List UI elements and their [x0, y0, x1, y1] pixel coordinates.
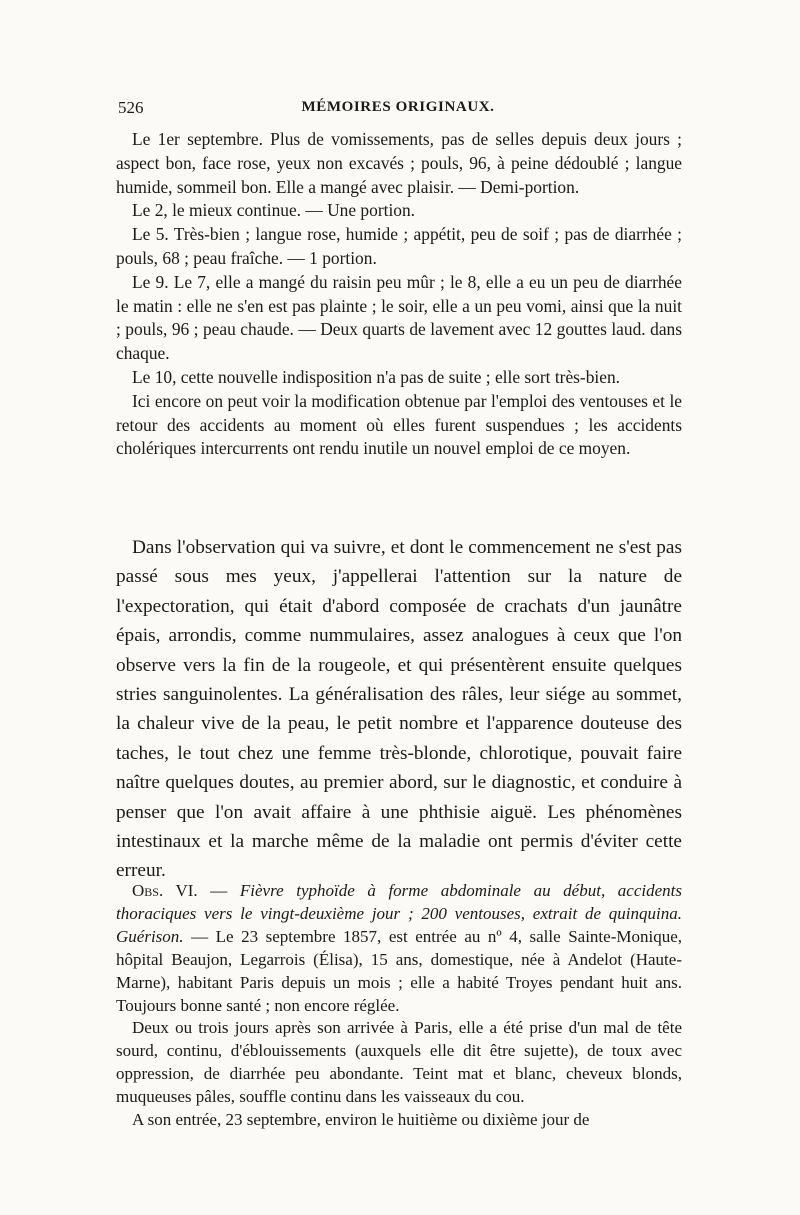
observation-dash: —: [197, 881, 240, 900]
paragraph-commentary: Dans l'observation qui va suivre, et dont le commencement ne s'est pas passé sous mes yeux, j'appellerai l'attention sur la nature de l'expectoration, qui était d'abord composée de crachats d'un jaunâtre épais, arrondis, comme nummulaires, assez analogues à ceux que l'on observe vers la fin de la rougeole, et qui présentèrent ensuite quelques stries sanguinolentes. La généralisation des râles, leur siége au sommet, la chaleur vive de la peau, le petit nombre et l'apparence douteuse des taches, le tout chez une femme très-blonde, chlorotique, pouvait faire naître quelques doutes, au premier abord, sur le diagnostic, et conduire à penser que l'on avait affaire à une phthisie aiguë. Les phénomènes intestinaux et la marche même de la maladie ont permis d'éviter cette erreur.: [116, 537, 682, 882]
commentary: [116, 533, 682, 886]
observation-vi: [116, 880, 682, 1132]
paragraph-history: Deux ou trois jours après son arrivée à Paris, elle a été prise d'un mal de tête sourd, continu, d'éblouissements (auxquels elle dit être sujette), de toux avec oppression, de diarrhée peu abondante. Teint mat et blanc, cheveux blonds, muqueuses pâles, souffle continu dans les vaisseaux du cou.: [116, 1018, 682, 1107]
running-title: MÉMOIRES ORIGINAUX.: [301, 99, 495, 115]
observation-label: Obs. VI.: [132, 881, 198, 900]
paragraph-sept-5: Le 5. Très-bien ; langue rose, humide ; appétit, peu de soif ; pas de diarrhée ; pouls, 68 ; peau fraîche. — 1 portion.: [116, 224, 682, 268]
paragraph-sept-9: Le 9. Le 7, elle a mangé du raisin peu mûr ; le 8, elle a eu un peu de diarrhée le matin : elle ne s'en est pas plainte ; le soir, elle a un peu vomi, ainsi que la nuit ; pouls, 96 ; peau chaude. — Deux quarts de lavement avec 12 gouttes laud. dans chaque.: [116, 271, 682, 364]
observation-heading-paragraph: [116, 880, 682, 1017]
paragraph-sept-1: Le 1er septembre. Plus de vomissements, pas de selles depuis deux jours ; aspect bon, face rose, yeux non excavés ; pouls, 96, à peine dédoublé ; langue humide, sommeil bon. Elle a mangé avec plaisir. — Demi-portion.: [116, 129, 682, 197]
page-number: 526: [118, 98, 144, 117]
paragraph-conclusion: Ici encore on peut voir la modification obtenue par l'emploi des ventouses et le retour des accidents au moment où elles furent suspendues ; les accidents cholériques intercurrents ont rendu inutile un nouvel emploi de ce moyen.: [116, 390, 682, 459]
observation-intro: — Le 23 septembre 1857, est entrée au nº 4, salle Sainte-Monique, hôpital Beaujon, Legarrois (Élisa), 15 ans, domestique, née à Andelot (Haute-Marne), habitant Paris depuis un mois ; elle a habité Troyes pendant huit ans. Toujours bonne santé ; non encore réglée.: [116, 926, 682, 1015]
page-header: [118, 98, 678, 122]
paragraph-sept-2: Le 2, le mieux continue. — Une portion.: [132, 200, 416, 221]
paragraph-sept-10: Le 10, cette nouvelle indisposition n'a pas de suite ; elle sort très-bien.: [132, 366, 621, 387]
observation-title: Fièvre typhoïde à forme abdominale au début, accidents thoraciques vers le vingt-deuxième jour ; 200 ventouses, extrait de quinquina. Guérison.: [116, 881, 682, 946]
case-continuation: [116, 128, 682, 461]
paragraph-admission: A son entrée, 23 septembre, environ le huitième ou dixième jour de: [132, 1110, 590, 1130]
